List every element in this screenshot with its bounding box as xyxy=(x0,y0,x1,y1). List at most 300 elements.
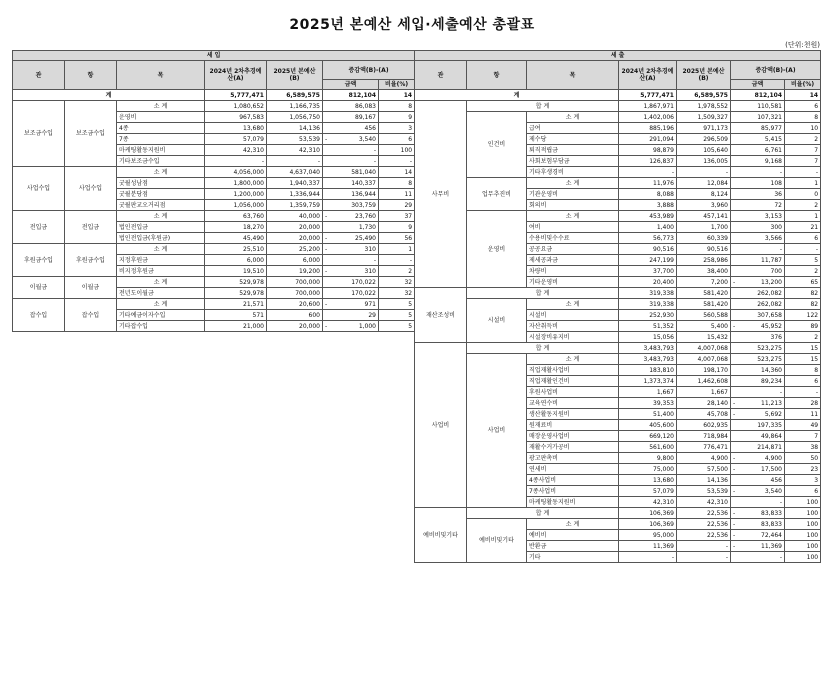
cell-ratio: 38 xyxy=(785,442,821,453)
cell-hang: 사업비 xyxy=(467,354,527,508)
cell-curr: 6,000 xyxy=(267,255,323,266)
cell-diff xyxy=(731,464,785,475)
cell-prev: 63,760 xyxy=(205,211,267,222)
cell-curr: 15,432 xyxy=(677,332,731,343)
cell-curr: 22,536 xyxy=(677,519,731,530)
cell-curr: 1,056,750 xyxy=(267,112,323,123)
cell-ratio: 56 xyxy=(379,233,415,244)
cell-hang: 업무추진비 xyxy=(467,178,527,211)
cell-ratio: 65 xyxy=(785,277,821,288)
cell-diff xyxy=(731,365,785,376)
cell-mok: 운영비 xyxy=(117,112,205,123)
cell-mok: 회의비 xyxy=(527,200,619,211)
cell-mok: 소 계 xyxy=(527,354,619,365)
cell-prev: 453,989 xyxy=(619,211,677,222)
cell-mok: 시설비 xyxy=(527,310,619,321)
table-row xyxy=(415,288,821,299)
cell-curr: 19,200 xyxy=(267,266,323,277)
cell-ratio: - xyxy=(379,255,415,266)
diff-value: 3,153 xyxy=(764,212,782,220)
cell-mok: 마케팅활동지원비 xyxy=(117,145,205,156)
cell-ratio: - xyxy=(379,156,415,167)
diff-value: 72 xyxy=(774,201,782,209)
cell-diff xyxy=(731,475,785,486)
cell-diff xyxy=(731,376,785,387)
cell-curr: 28,140 xyxy=(677,398,731,409)
cell-ratio: 37 xyxy=(379,211,415,222)
cell-prev: 1,080,652 xyxy=(205,101,267,112)
cell-prev: 45,490 xyxy=(205,233,267,244)
cell-ratio: 2 xyxy=(785,200,821,211)
cell-ratio: 6 xyxy=(785,233,821,244)
cell-mok: 공공요금 xyxy=(527,244,619,255)
diff-sign: - xyxy=(325,212,328,220)
cell-ratio: 15 xyxy=(785,343,821,354)
diff-value: 13,200 xyxy=(761,278,782,286)
cell-ratio: 14 xyxy=(379,167,415,178)
cell-prev: - xyxy=(205,156,267,167)
cell-ratio: 1 xyxy=(785,178,821,189)
diff-value: 262,082 xyxy=(757,300,782,308)
cell-diff xyxy=(731,354,785,365)
cell-diff xyxy=(731,288,785,299)
cell-mok: 급여 xyxy=(527,123,619,134)
diff-value: 214,871 xyxy=(757,443,782,451)
cell-curr: 3,960 xyxy=(677,200,731,211)
cell-mok: 굿윌판교오거리점 xyxy=(117,200,205,211)
cell-ratio: 2 xyxy=(785,266,821,277)
cell-prev: 291,094 xyxy=(619,134,677,145)
cell-diff xyxy=(731,508,785,519)
cell-curr: 560,588 xyxy=(677,310,731,321)
diff-value: 3,566 xyxy=(764,234,782,242)
diff-sign: - xyxy=(325,300,328,308)
cell-curr: 7,200 xyxy=(677,277,731,288)
cell-hang: 합 계 xyxy=(467,101,619,112)
cell-mok: 소 계 xyxy=(117,299,205,310)
cell-mok: 굿윌분당점 xyxy=(117,189,205,200)
cell-curr: 1,336,944 xyxy=(267,189,323,200)
diff-value: 45,952 xyxy=(761,322,782,330)
col-hang: 항 xyxy=(467,61,527,90)
cell-ratio: 6 xyxy=(785,486,821,497)
diff-value: - xyxy=(373,146,376,154)
col-diff-group: 증감액(B)-(A) xyxy=(731,61,821,80)
diff-value: 5,415 xyxy=(764,135,782,143)
cell-diff xyxy=(731,134,785,145)
cell-curr: 776,471 xyxy=(677,442,731,453)
table-row xyxy=(415,343,821,354)
cell-curr: 6,589,575 xyxy=(267,90,323,101)
col-curr: 2025년 본예산(B) xyxy=(267,61,323,90)
cell-mok: 제수당 xyxy=(527,134,619,145)
cell-prev: 4,056,000 xyxy=(205,167,267,178)
cell-prev: 1,200,000 xyxy=(205,189,267,200)
cell-ratio: 100 xyxy=(785,530,821,541)
cell-hang: 이월금 xyxy=(65,277,117,299)
cell-ratio: 3 xyxy=(379,123,415,134)
cell-diff xyxy=(323,244,379,255)
cell-prev: 57,079 xyxy=(619,486,677,497)
cell-diff xyxy=(323,233,379,244)
cell-curr: 602,935 xyxy=(677,420,731,431)
cell-hang: 합 계 xyxy=(467,508,619,519)
cell-mok: 소 계 xyxy=(117,244,205,255)
cell-ratio: 50 xyxy=(785,453,821,464)
cell-prev: 529,978 xyxy=(205,277,267,288)
diff-sign: - xyxy=(733,542,736,550)
cell-prev: 183,810 xyxy=(619,365,677,376)
table-row xyxy=(13,277,415,288)
table-row xyxy=(13,299,415,310)
cell-curr: 22,536 xyxy=(677,508,731,519)
cell-prev: 57,079 xyxy=(205,134,267,145)
cell-curr: 40,000 xyxy=(267,211,323,222)
cell-diff xyxy=(731,409,785,420)
diff-value: 29 xyxy=(368,311,376,319)
diff-value: 72,464 xyxy=(761,531,782,539)
table-row xyxy=(415,112,821,123)
cell-gwan: 후원금수입 xyxy=(13,244,65,277)
cell-ratio: 5 xyxy=(379,321,415,332)
cell-ratio: - xyxy=(785,244,821,255)
cell-curr: 20,600 xyxy=(267,299,323,310)
cell-ratio: 2 xyxy=(785,332,821,343)
cell-prev: 247,199 xyxy=(619,255,677,266)
cell-prev: 1,400 xyxy=(619,222,677,233)
cell-curr: 53,539 xyxy=(677,486,731,497)
cell-ratio: 32 xyxy=(379,288,415,299)
cell-diff xyxy=(731,277,785,288)
table-row xyxy=(415,178,821,189)
cell-ratio: 100 xyxy=(785,508,821,519)
cell-prev: 1,056,000 xyxy=(205,200,267,211)
cell-curr: 971,173 xyxy=(677,123,731,134)
cell-mok: 마케팅활동지원비 xyxy=(527,497,619,508)
cell-mok: 교육연수비 xyxy=(527,398,619,409)
diff-value: 700 xyxy=(770,267,782,275)
col-diff: 금액 xyxy=(323,80,379,90)
cell-curr: 1,462,608 xyxy=(677,376,731,387)
cell-prev: 42,310 xyxy=(205,145,267,156)
cell-curr: 1,509,327 xyxy=(677,112,731,123)
cell-mok: 소 계 xyxy=(117,167,205,178)
diff-value: 23,760 xyxy=(355,212,376,220)
diff-value: 140,337 xyxy=(351,179,376,187)
cell-curr: 718,984 xyxy=(677,431,731,442)
cell-mok: 자산취득비 xyxy=(527,321,619,332)
diff-value: 3,540 xyxy=(764,487,782,495)
cell-ratio: 21 xyxy=(785,222,821,233)
diff-sign: - xyxy=(733,322,736,330)
cell-mok: 굿윌성남점 xyxy=(117,178,205,189)
diff-value: - xyxy=(779,553,782,561)
diff-value: 812,104 xyxy=(754,91,782,99)
cell-ratio: 8 xyxy=(785,112,821,123)
cell-diff xyxy=(323,112,379,123)
col-hang: 항 xyxy=(65,61,117,90)
diff-value: 170,022 xyxy=(351,278,376,286)
cell-diff xyxy=(323,310,379,321)
cell-ratio: - xyxy=(785,167,821,178)
cell-prev: 90,516 xyxy=(619,244,677,255)
col-diff-group: 증감액(B)-(A) xyxy=(323,61,415,80)
cell-prev: 529,978 xyxy=(205,288,267,299)
diff-value: 971 xyxy=(364,300,376,308)
expense-section-label: 세 출 xyxy=(415,51,821,61)
diff-value: 49,864 xyxy=(761,432,782,440)
cell-prev: 3,483,793 xyxy=(619,354,677,365)
table-row xyxy=(415,101,821,112)
cell-curr: 90,516 xyxy=(677,244,731,255)
cell-curr: - xyxy=(677,552,731,563)
diff-value: 14,360 xyxy=(761,366,782,374)
cell-diff xyxy=(323,101,379,112)
cell-mok: 원재료비 xyxy=(527,420,619,431)
cell-curr: 700,000 xyxy=(267,288,323,299)
cell-hang: 사업수입 xyxy=(65,167,117,211)
col-diff: 금액 xyxy=(731,80,785,90)
cell-ratio: 100 xyxy=(785,552,821,563)
cell-curr: 45,708 xyxy=(677,409,731,420)
cell-ratio: 1 xyxy=(379,244,415,255)
diff-value: 523,275 xyxy=(757,344,782,352)
col-prev: 2024년 2차추경예산(A) xyxy=(205,61,267,90)
cell-prev: 25,510 xyxy=(205,244,267,255)
cell-mok: 수용비및수수료 xyxy=(527,233,619,244)
cell-prev: 126,837 xyxy=(619,156,677,167)
cell-diff xyxy=(731,530,785,541)
cell-gwan: 잡수입 xyxy=(13,299,65,332)
cell-prev: 106,369 xyxy=(619,519,677,530)
cell-gwan: 전입금 xyxy=(13,211,65,244)
cell-mok: 기타 xyxy=(527,552,619,563)
diff-value: 310 xyxy=(364,245,376,253)
cell-prev: 18,270 xyxy=(205,222,267,233)
cell-curr: 198,170 xyxy=(677,365,731,376)
cell-diff xyxy=(731,123,785,134)
cell-gwan: 사무비 xyxy=(415,101,467,288)
cell-ratio: 11 xyxy=(785,409,821,420)
cell-ratio: 15 xyxy=(785,354,821,365)
cell-ratio: 23 xyxy=(785,464,821,475)
diff-value: 1,000 xyxy=(358,322,376,330)
cell-curr: 581,420 xyxy=(677,288,731,299)
cell-diff xyxy=(731,112,785,123)
cell-prev: 1,867,971 xyxy=(619,101,677,112)
diff-value: 6,761 xyxy=(764,146,782,154)
cell-diff xyxy=(731,266,785,277)
cell-diff xyxy=(731,541,785,552)
cell-ratio: 8 xyxy=(379,178,415,189)
cell-diff xyxy=(731,310,785,321)
cell-prev: - xyxy=(619,167,677,178)
cell-gwan: 사업수입 xyxy=(13,167,65,211)
expense-table xyxy=(414,50,821,563)
cell-ratio: 6 xyxy=(785,101,821,112)
cell-mok: 반환금 xyxy=(527,541,619,552)
cell-ratio: 5 xyxy=(785,255,821,266)
table-row xyxy=(415,299,821,310)
diff-sign: - xyxy=(733,520,736,528)
diff-sign: - xyxy=(325,245,328,253)
cell-ratio: 100 xyxy=(785,497,821,508)
cell-ratio: 6 xyxy=(379,134,415,145)
cell-prev: 13,680 xyxy=(205,123,267,134)
cell-curr: 42,310 xyxy=(677,497,731,508)
diff-sign: - xyxy=(733,487,736,495)
diff-value: 25,490 xyxy=(355,234,376,242)
diff-value: 456 xyxy=(364,124,376,132)
cell-curr: 4,900 xyxy=(677,453,731,464)
cell-prev: - xyxy=(619,552,677,563)
diff-value: 9,168 xyxy=(764,157,782,165)
cell-mok: 비지정후원금 xyxy=(117,266,205,277)
cell-curr: 14,136 xyxy=(267,123,323,134)
cell-ratio: 82 xyxy=(785,299,821,310)
cell-curr: - xyxy=(677,167,731,178)
table-row xyxy=(13,211,415,222)
cell-diff xyxy=(731,398,785,409)
cell-prev: 37,700 xyxy=(619,266,677,277)
cell-prev: 5,777,471 xyxy=(619,90,677,101)
cell-mok: 기타운영비 xyxy=(527,277,619,288)
diff-sign: - xyxy=(325,234,328,242)
col-mok: 목 xyxy=(117,61,205,90)
cell-diff xyxy=(731,552,785,563)
diff-value: - xyxy=(779,498,782,506)
cell-diff xyxy=(323,167,379,178)
income-table xyxy=(12,50,415,332)
cell-hang: 보조금수입 xyxy=(65,101,117,167)
cell-mok: 소 계 xyxy=(117,101,205,112)
cell-gwan: 계 xyxy=(13,90,205,101)
cell-curr: 457,141 xyxy=(677,211,731,222)
cell-curr: 1,667 xyxy=(677,387,731,398)
diff-sign: - xyxy=(733,399,736,407)
cell-diff xyxy=(731,233,785,244)
diff-value: - xyxy=(373,256,376,264)
cell-hang: 예비비및기타 xyxy=(467,519,527,563)
cell-mok: 광고판촉비 xyxy=(527,453,619,464)
cell-ratio: 100 xyxy=(785,519,821,530)
cell-curr: 1,359,759 xyxy=(267,200,323,211)
diff-value: 197,335 xyxy=(757,421,782,429)
cell-mok: 후원사업비 xyxy=(527,387,619,398)
diff-value: 4,900 xyxy=(764,454,782,462)
cell-ratio: 2 xyxy=(379,266,415,277)
cell-diff xyxy=(731,299,785,310)
cell-ratio: 7 xyxy=(785,431,821,442)
diff-value: 110,581 xyxy=(757,102,782,110)
cell-prev: 56,773 xyxy=(619,233,677,244)
cell-ratio: 9 xyxy=(379,112,415,123)
cell-ratio: 5 xyxy=(379,310,415,321)
cell-diff xyxy=(731,453,785,464)
cell-prev: 885,196 xyxy=(619,123,677,134)
cell-mok: 법인전입금 xyxy=(117,222,205,233)
cell-mok: 전년도이월금 xyxy=(117,288,205,299)
cell-diff xyxy=(731,431,785,442)
cell-prev: 106,369 xyxy=(619,508,677,519)
diff-value: 136,944 xyxy=(351,190,376,198)
unit-label: (단위:천원) xyxy=(785,41,820,49)
cell-curr: 53,539 xyxy=(267,134,323,145)
diff-value: 303,759 xyxy=(351,201,376,209)
cell-mok: 재활수거가공비 xyxy=(527,442,619,453)
cell-prev: 1,373,374 xyxy=(619,376,677,387)
cell-mok: 7종사업비 xyxy=(527,486,619,497)
cell-gwan: 이월금 xyxy=(13,277,65,299)
col-prev: 2024년 2차추경예산(A) xyxy=(619,61,677,90)
diff-value: 5,692 xyxy=(764,410,782,418)
cell-diff xyxy=(731,189,785,200)
cell-mok: 직업재활사업비 xyxy=(527,365,619,376)
cell-curr: 20,000 xyxy=(267,321,323,332)
cell-ratio: 10 xyxy=(785,123,821,134)
cell-ratio: 100 xyxy=(785,541,821,552)
col-gwan: 관 xyxy=(13,61,65,90)
cell-diff xyxy=(731,519,785,530)
cell-ratio: 1 xyxy=(785,211,821,222)
cell-diff xyxy=(731,442,785,453)
diff-value: 376 xyxy=(770,333,782,341)
diff-value: 89,167 xyxy=(355,113,376,121)
cell-gwan: 재산조성비 xyxy=(415,288,467,343)
diff-value: 456 xyxy=(770,476,782,484)
cell-diff xyxy=(731,420,785,431)
cell-prev: 20,400 xyxy=(619,277,677,288)
cell-diff xyxy=(323,321,379,332)
cell-curr: 4,637,040 xyxy=(267,167,323,178)
cell-curr: 4,007,068 xyxy=(677,343,731,354)
cell-diff xyxy=(731,255,785,266)
diff-value: 86,083 xyxy=(355,102,376,110)
cell-diff xyxy=(323,134,379,145)
diff-sign: - xyxy=(325,267,328,275)
cell-ratio: 7 xyxy=(785,156,821,167)
cell-prev: 405,600 xyxy=(619,420,677,431)
col-ratio: 비율(%) xyxy=(379,80,415,90)
income-table-body xyxy=(13,90,415,332)
cell-mok: 소 계 xyxy=(527,211,619,222)
diff-value: - xyxy=(779,245,782,253)
cell-prev: 571 xyxy=(205,310,267,321)
cell-mok: 차량비 xyxy=(527,266,619,277)
cell-prev: 51,400 xyxy=(619,409,677,420)
cell-mok: 기관운영비 xyxy=(527,189,619,200)
cell-mok: 소 계 xyxy=(527,519,619,530)
cell-diff xyxy=(323,288,379,299)
cell-mok: 소 계 xyxy=(117,211,205,222)
diff-value: 89,234 xyxy=(761,377,782,385)
cell-gwan: 보조금수입 xyxy=(13,101,65,167)
cell-ratio: 28 xyxy=(785,398,821,409)
diff-value: 17,500 xyxy=(761,465,782,473)
diff-value: 83,833 xyxy=(761,509,782,517)
cell-ratio: 5 xyxy=(379,299,415,310)
diff-value: 85,977 xyxy=(761,124,782,132)
cell-prev: 319,338 xyxy=(619,288,677,299)
cell-prev: 3,888 xyxy=(619,200,677,211)
cell-mok: 기타보조금수입 xyxy=(117,156,205,167)
cell-hang: 시설비 xyxy=(467,299,527,343)
diff-value: 83,833 xyxy=(761,520,782,528)
cell-mok: 제세공과금 xyxy=(527,255,619,266)
table-row xyxy=(415,90,821,101)
cell-gwan: 사업비 xyxy=(415,343,467,508)
cell-ratio: 8 xyxy=(785,365,821,376)
